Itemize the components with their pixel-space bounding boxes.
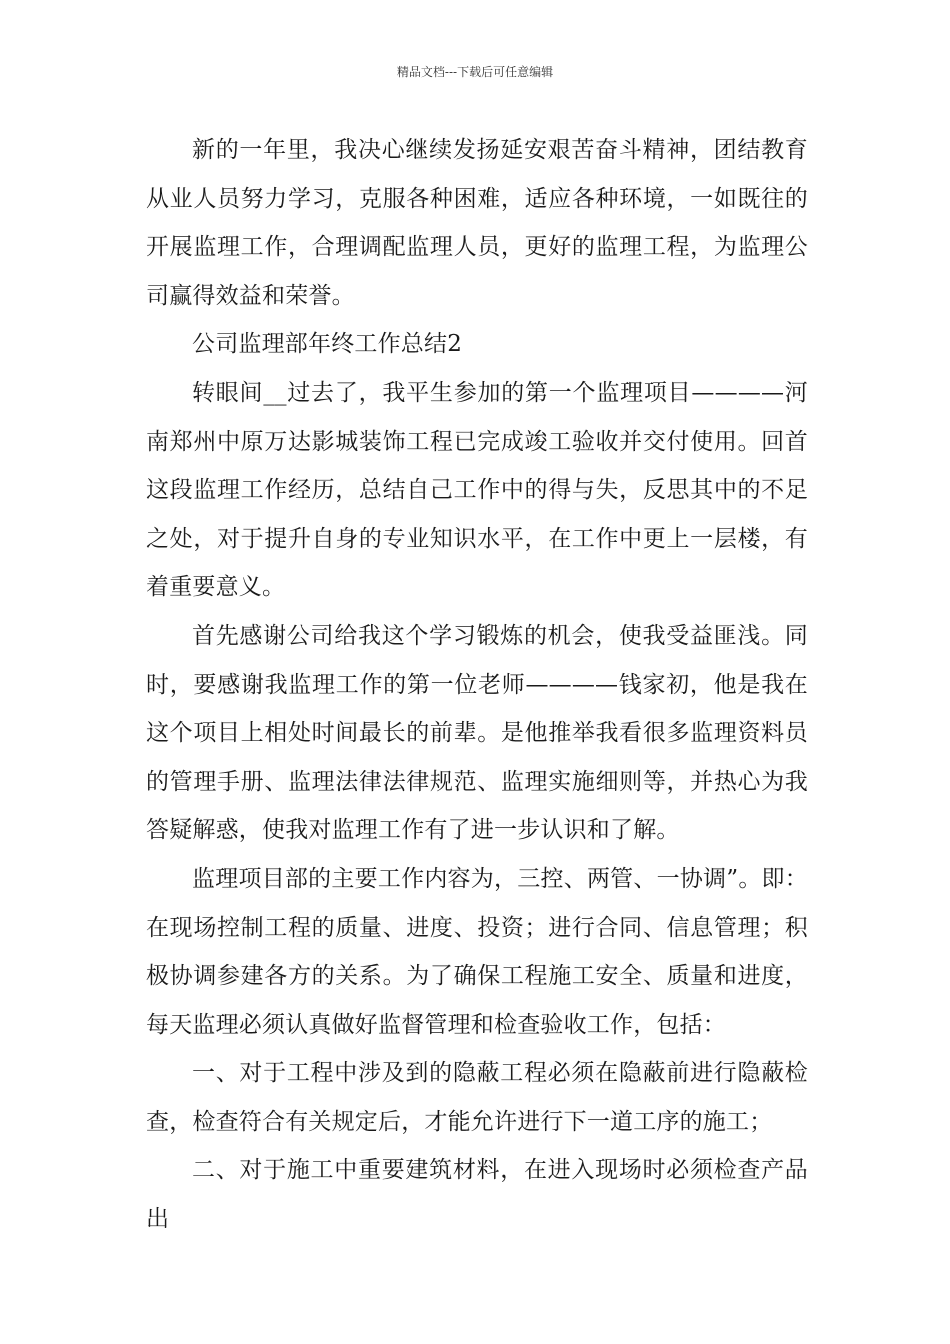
section-title: 公司监理部年终工作总结2: [192, 331, 463, 358]
paragraph-2: 转眼间__过去了，我平生参加的第一个监理项目————河南郑州中原万达影城装饰工程已完成竣工验收并交付使用。回首这段监理工作经历，总结自己工作中的得与失，反思其中的不足之处，对于提升自身的专业知识水平，在工作中更上一层楼，有着重要意义。: [146, 379, 808, 601]
paragraph-3: 首先感谢公司给我这个学习锻炼的机会，使我受益匪浅。同时，要感谢我监理工作的第一位老师————钱家初，他是我在这个项目上相处时间最长的前辈。是他推举我看很多监理资料员的管理手册、监理法律法律规范、监理实施细则等，并热心为我答疑解惑，使我对监理工作有了进一步认识和了解。: [146, 622, 808, 844]
document-body: [146, 126, 808, 1244]
paragraph-4: 监理项目部的主要工作内容为，三控、两管、一协调”。即：在现场控制工程的质量、进度、投资；进行合同、信息管理；积极协调参建各方的关系。为了确保工程施工安全、质量和进度，每天监理必须认真做好监督管理和检查验收工作，包括：: [146, 865, 808, 1038]
paragraph-1: 新的一年里，我决心继续发扬延安艰苦奋斗精神，团结教育从业人员努力学习，克服各种困难，适应各种环境，一如既往的开展监理工作，合理调配监理人员，更好的监理工程，为监理公司赢得效益和荣誉。: [146, 137, 808, 309]
paragraph-6: 二、对于施工中重要建筑材料，在进入现场时必须检查产品出: [146, 1157, 808, 1233]
page-header: 精品文档---下载后可任意编辑: [396, 65, 554, 79]
paragraph-5: 一、对于工程中涉及到的隐蔽工程必须在隐蔽前进行隐蔽检查，检查符合有关规定后，才能允许进行下一道工序的施工；: [146, 1060, 808, 1135]
